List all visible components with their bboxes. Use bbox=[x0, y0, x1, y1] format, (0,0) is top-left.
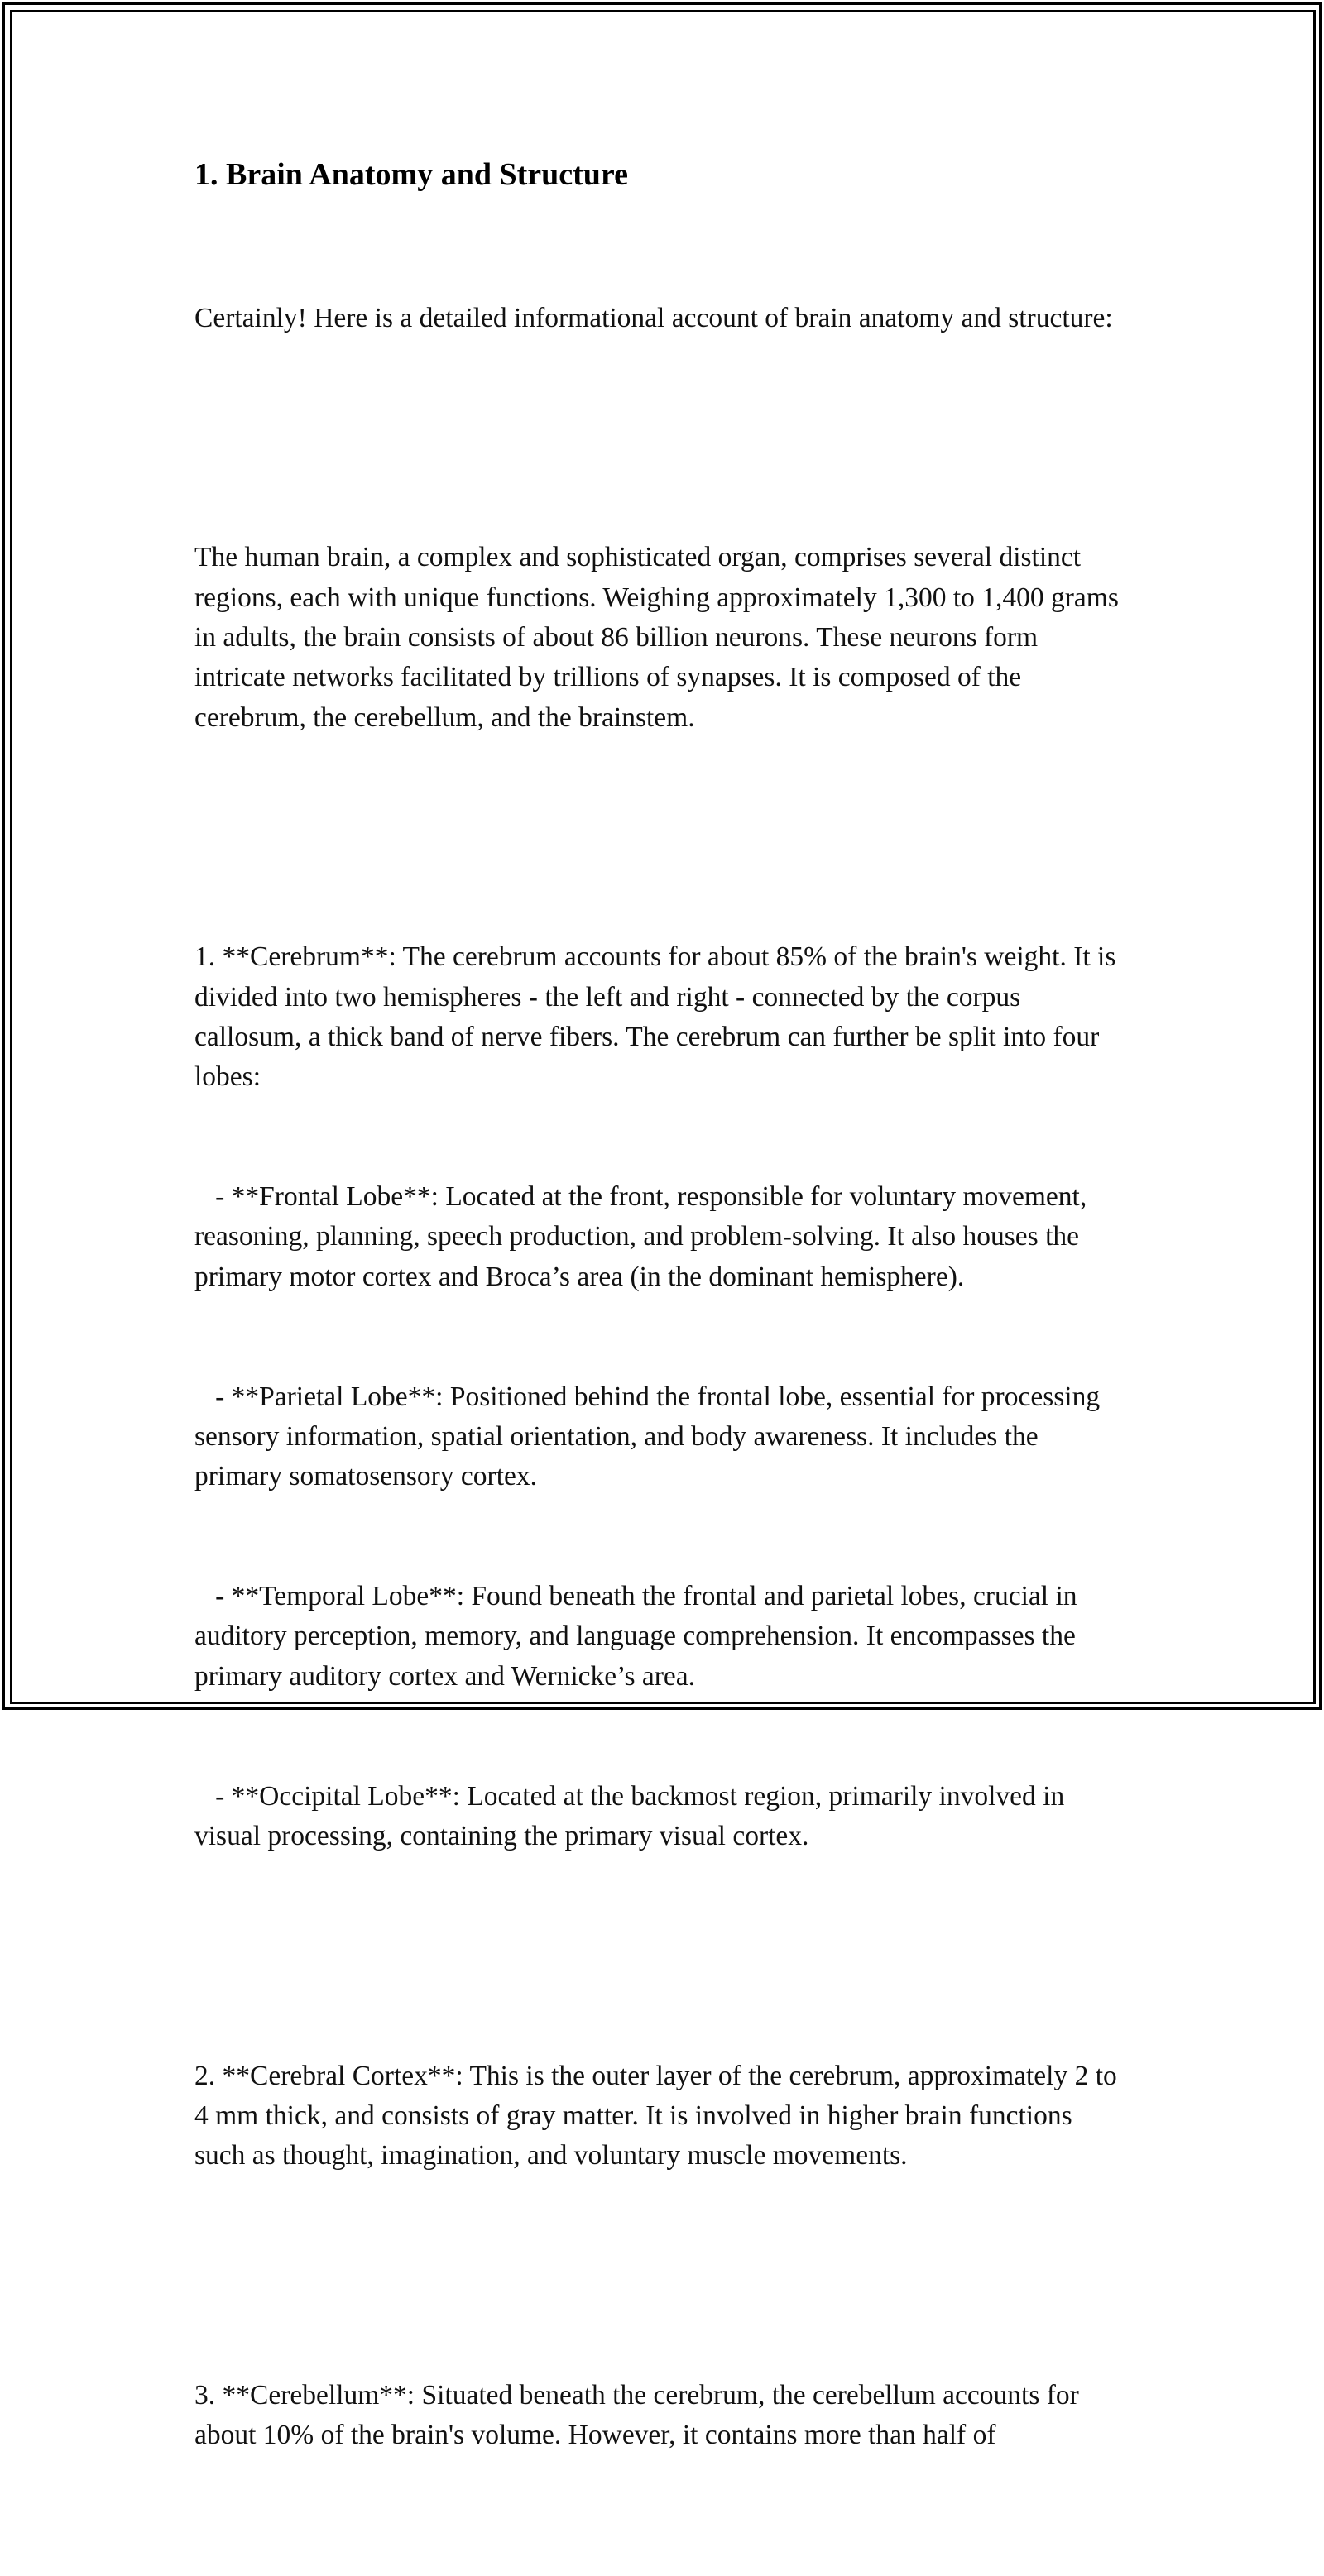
overview-paragraph bbox=[194, 458, 1126, 818]
intro-paragraph bbox=[194, 218, 1121, 418]
list-item-parietal-lobe: - **Parietal Lobe**: Positioned behind the frontal lobe, essential for processing sensory information, spatial orientation, and body awareness. It includes the primary somatosensory cortex. bbox=[194, 1381, 1107, 1492]
text-line: 1. **Cerebrum**: The cerebrum accounts for about 85% of the brain's weight. It is divided into two hemispheres - the left and right - connected by the corpus callosum, a thick band of nerve fibers. The cerebrum can further be split into four lobes: bbox=[194, 941, 1123, 1093]
text-line: 2. **Cerebral Cortex**: This is the outer layer of the cerebrum, approximately 2 to 4 mm thick, and consists of gray matter. It is involved in higher brain functions such as thought, imagination, and voluntary muscle movements. bbox=[194, 2060, 1125, 2171]
list-item-occipital-lobe: - **Occipital Lobe**: Located at the backmost region, primarily involved in visual processing, containing the primary visual cortex. bbox=[194, 1780, 1072, 1851]
text-line: 3. **Cerebellum**: Situated beneath the cerebrum, the cerebellum accounts for about 10% of the brain's volume. However, it contains more than half of bbox=[194, 2380, 1087, 2451]
text-line: Certainly! Here is a detailed informational account of brain anatomy and structure: bbox=[194, 302, 1113, 333]
cerebrum-paragraph bbox=[194, 858, 1121, 1937]
document-body bbox=[194, 154, 1126, 2576]
cerebral-cortex-paragraph bbox=[194, 1976, 1125, 2256]
section-heading: 1. Brain Anatomy and Structure bbox=[194, 157, 628, 192]
list-item-temporal-lobe: - **Temporal Lobe**: Found beneath the frontal and parietal lobes, crucial in auditory perception, memory, and language comprehension. It encompasses the primary auditory cortex and Wernicke’s area. bbox=[194, 1581, 1084, 1692]
cerebellum-paragraph bbox=[194, 2296, 1121, 2535]
list-item-frontal-lobe: - **Frontal Lobe**: Located at the front, responsible for voluntary movement, reasoning, planning, speech production, and problem-solving. It also houses the primary motor cortex and Broca’s area (in the dominant hemisphere). bbox=[194, 1181, 1094, 1292]
text-line: The human brain, a complex and sophisticated organ, comprises several distinct regions, each with unique functions. Weighing approximately 1,300 to 1,400 grams in adults, the brain consists of about 86 billion neurons. These neurons form intricate networks facilitated by trillions of synapses. It is composed of the cerebrum, the cerebellum, and the brainstem. bbox=[194, 542, 1126, 733]
